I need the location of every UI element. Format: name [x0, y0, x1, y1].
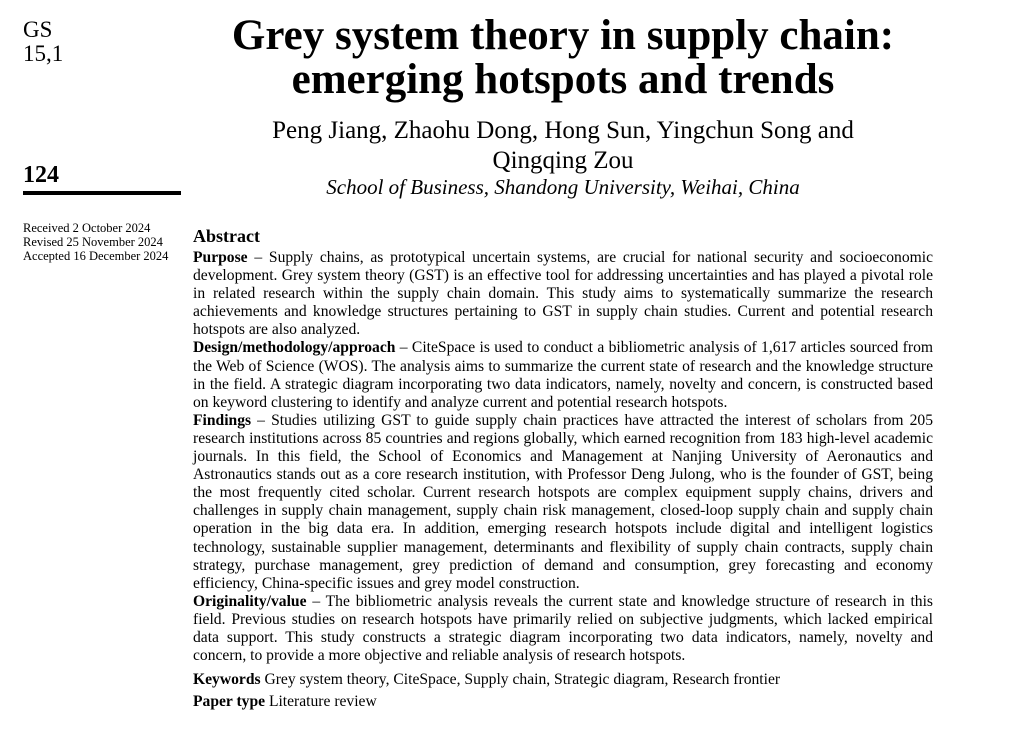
- paper-type: [193, 693, 933, 711]
- author-affiliation: School of Business, Shandong University, Weihai, China: [326, 175, 800, 199]
- article-header: [193, 14, 933, 199]
- abstract-heading: Abstract: [193, 226, 260, 246]
- journal-identifier: [23, 18, 63, 66]
- paper-type-text: Literature review: [265, 693, 377, 711]
- findings-label: Findings: [193, 411, 252, 429]
- findings-text: – Studies utilizing GST to guide supply chain practices have attracted the interest of scholars from 205 research institutions across 85 countries and regions globally, which earned recognition from 183 high-level academic journals. In this field, the School of Economics and Management at Nanjing University of Aeronautics and Astronautics stands out as a core research institution, with Professor Deng Julong, who is the founder of GST, being the most frequently cited scholar. Current research hotspots are complex equipment supply chains, drivers and challenges in supply chain management, supply chain risk management, closed-loop supply chain and supply chain operation in the big data era. In addition, emerging research hotspots include digital and intelligent logistics technology, sustainable supplier management, determinants and flexibility of supply chain contracts, supply chain strategy, purchase management, grey prediction of demand and consumption, grey forecasting and economy efficiency, China-specific issues and grey model construction.: [193, 411, 933, 592]
- authors-line-2: Qingqing Zou: [492, 147, 634, 174]
- paper-type-label: Paper type: [193, 693, 266, 711]
- revised-date: Revised 25 November 2024: [23, 235, 163, 249]
- accepted-date: Accepted 16 December 2024: [23, 249, 169, 263]
- page-number: 124: [23, 162, 59, 188]
- originality-text: – The bibliometric analysis reveals the current state and knowledge structure of research in this field. Previous studies on research hotspots have primarily relied on subjective judgments, which lacked empirical data support. This study constructs a strategic diagram incorporating two data indicators, namely, novelty and concern, to provide a more objective and reliable analysis of research hotspots.: [193, 592, 933, 665]
- title-line-1: Grey system theory in supply chain:: [231, 12, 895, 59]
- author-list: [193, 116, 933, 176]
- abstract: [193, 226, 933, 711]
- keywords-text: Grey system theory, CiteSpace, Supply chain, Strategic diagram, Research frontier: [260, 671, 781, 689]
- abstract-originality: [193, 593, 933, 665]
- design-label: Design/methodology/approach: [193, 339, 396, 357]
- purpose-label: Purpose: [193, 249, 248, 266]
- keywords: [193, 671, 933, 689]
- title-line-2: emerging hotspots and trends: [291, 56, 835, 103]
- design-text: – CiteSpace is used to conduct a bibliometric analysis of 1,617 articles sourced from the Web of Science (WOS). The analysis aims to summarize the current state of research and the knowledge structure in the field. A strategic diagram incorporating two data indicators, namely, novelty and concern, is constructed based on keyword clustering to identify and analyze current and potential research hotspots.: [193, 339, 933, 411]
- authors-line-1: Peng Jiang, Zhaohu Dong, Hong Sun, Yingchun Song and: [272, 117, 854, 144]
- page-number-rule: [23, 191, 181, 195]
- article-history: [23, 221, 168, 263]
- article-title: [193, 14, 933, 102]
- volume-issue: 15,1: [23, 41, 64, 66]
- journal-abbreviation: GS: [23, 17, 53, 42]
- originality-label: Originality/value: [193, 592, 307, 610]
- abstract-design: [193, 339, 933, 411]
- received-date: Received 2 October 2024: [23, 221, 151, 235]
- abstract-purpose: [193, 249, 933, 339]
- keywords-label: Keywords: [193, 671, 261, 689]
- purpose-text: – Supply chains, as prototypical uncertain systems, are crucial for national security and socioeconomic development. Grey system theory (GST) is an effective tool for addressing uncertainties and has played a pivotal role in related research within the supply chain domain. This study aims to systematically summarize the research achievements and knowledge structures pertaining to GST in supply chain studies. Current and potential research hotspots are also analyzed.: [193, 249, 933, 339]
- abstract-findings: [193, 412, 933, 593]
